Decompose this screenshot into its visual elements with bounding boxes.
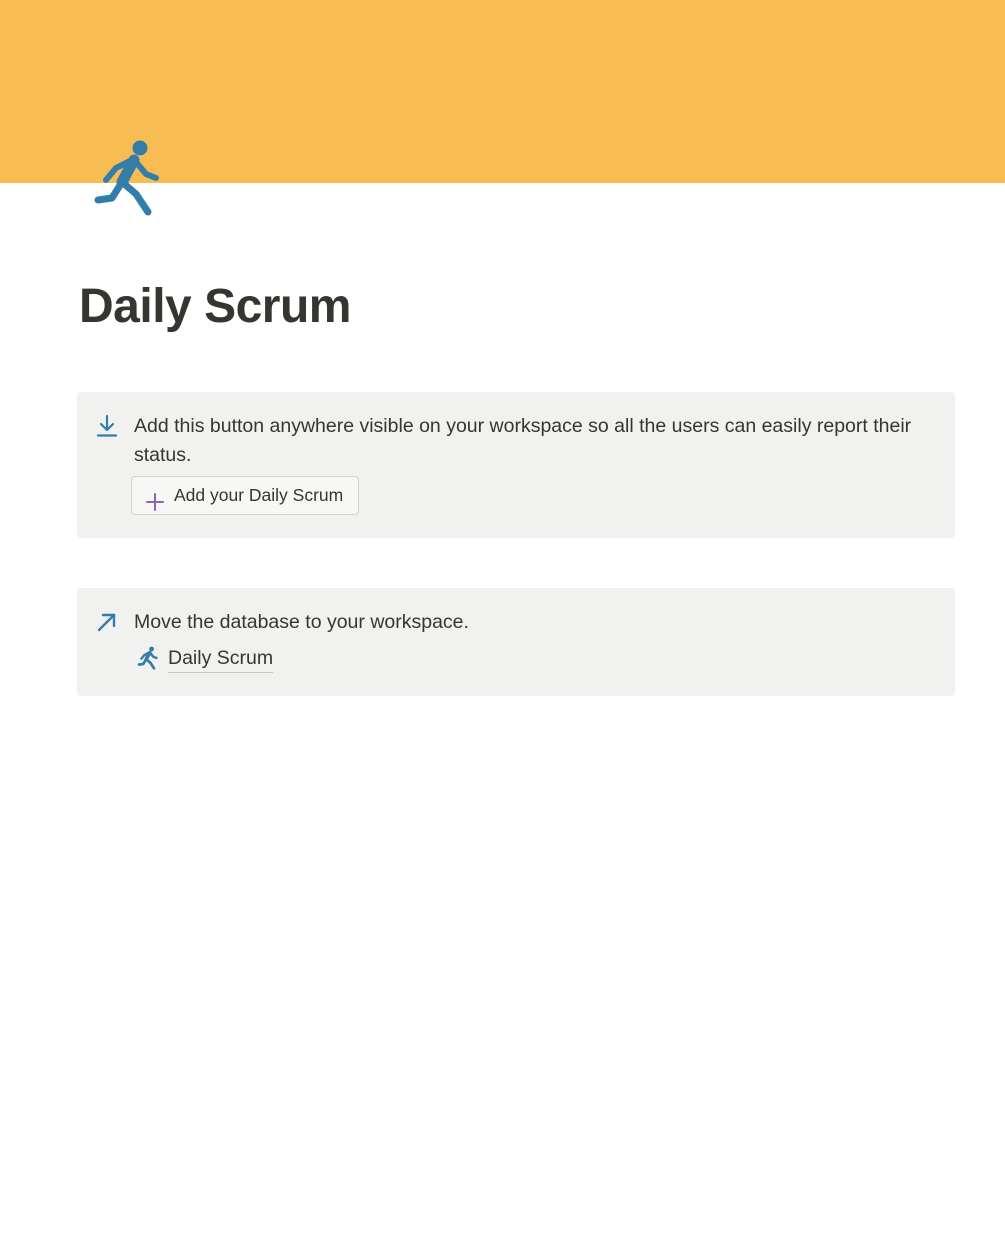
download-arrow-icon [95, 414, 119, 438]
callout-move-database [77, 588, 955, 696]
database-link-label: Daily Scrum [168, 644, 273, 673]
callout-text: Add this button anywhere visible on your workspace so all the users can easily report their status. [134, 415, 912, 466]
page-title: Daily Scrum [79, 280, 351, 333]
plus-icon [146, 487, 164, 505]
add-daily-scrum-label: Add your Daily Scrum [174, 485, 344, 505]
runner-icon[interactable] [92, 138, 164, 218]
callout-text: Move the database to your workspace. [134, 611, 469, 633]
callout-add-button [77, 392, 955, 538]
arrow-up-right-icon [95, 610, 119, 634]
add-daily-scrum-button[interactable] [131, 476, 359, 515]
runner-icon [137, 646, 159, 670]
